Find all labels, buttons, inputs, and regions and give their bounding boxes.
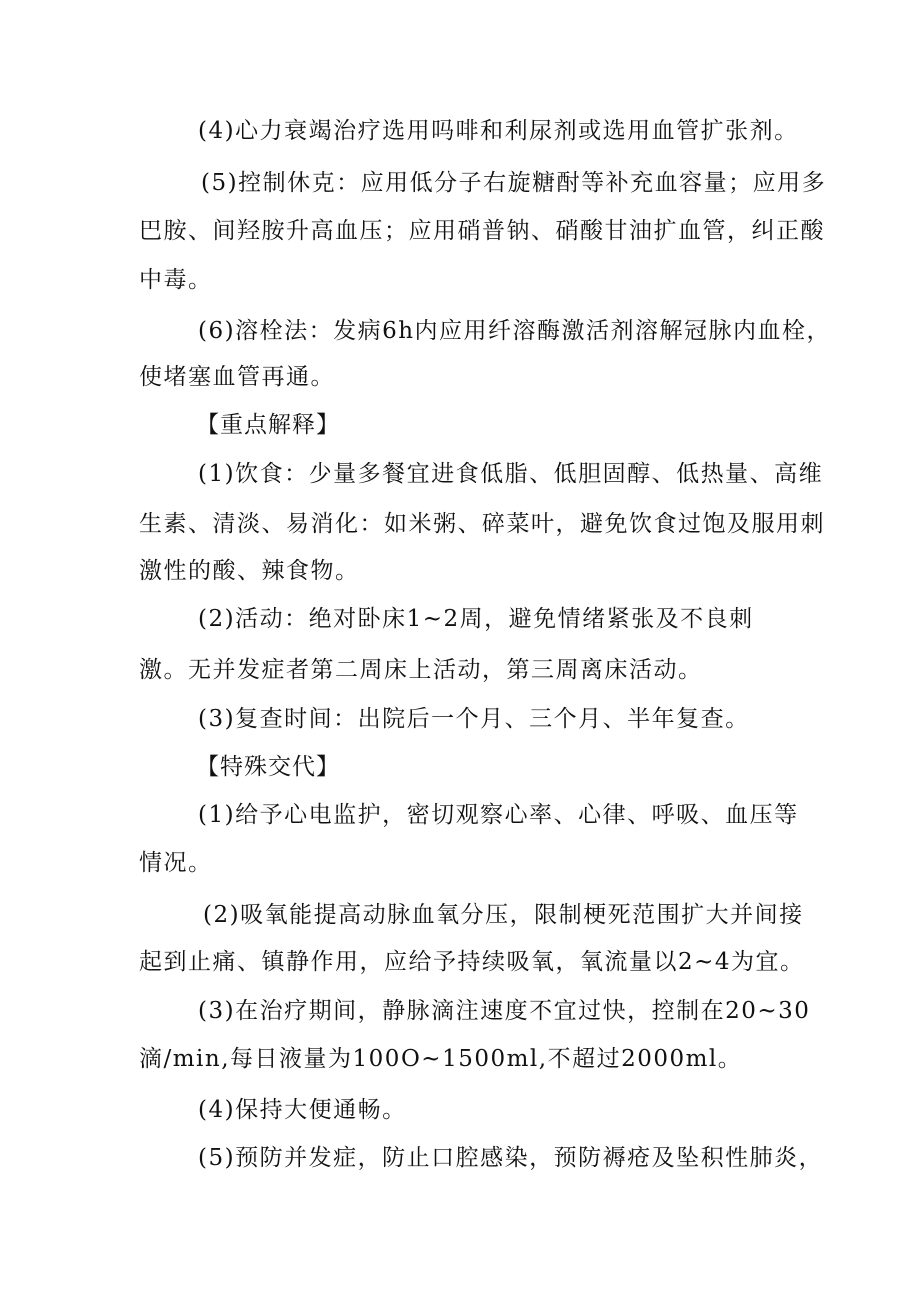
- paragraph-line: (4)保持大便通畅。: [198, 1097, 407, 1123]
- paragraph-line: 情况。: [139, 850, 213, 876]
- paragraph-line: (3)在治疗期间，静脉滴注速度不宜过快，控制在20~30: [198, 998, 811, 1024]
- paragraph-line: (3)复查时间：出院后一个月、三个月、半年复查。: [198, 706, 750, 732]
- paragraph-line: (5)控制休克：应用低分子右旋糖酎等补充血容量；应用多: [201, 170, 827, 196]
- section-heading: 【特殊交代】: [196, 754, 340, 780]
- paragraph-line: (2)活动：绝对卧床1~2周，避免情绪紧张及不良刺: [198, 606, 754, 632]
- paragraph-line: 滴/min,每日液量为100O~1500ml,不超过2000ml。: [139, 1046, 743, 1072]
- paragraph-line: 生素、清淡、易消化：如米粥、碎菜叶，避免饮食过饱及服用刺: [139, 511, 825, 537]
- paragraph-line: 激性的酸、辣食物。: [139, 558, 360, 584]
- paragraph-line: (1)饮食：少量多餐宜进食低脂、低胆固醇、低热量、高维: [198, 461, 824, 487]
- paragraph-line: 使堵塞血管再通。: [139, 364, 335, 390]
- paragraph-line: (6)溶栓法：发病6h内应用纤溶酶激活剂溶解冠脉内血栓，: [198, 318, 832, 344]
- paragraph-line: 巴胺、间羟胺升高血压；应用硝普钠、硝酸甘油扩血管，纠正酸: [139, 218, 825, 244]
- section-heading: 【重点解释】: [196, 412, 340, 438]
- paragraph-line: 中毒。: [139, 267, 213, 293]
- paragraph-line: (2)吸氧能提高动脉血氧分压，限制梗死范围扩大并间接: [203, 902, 804, 928]
- paragraph-line: (5)预防并发症，防止口腔感染，预防褥疮及坠积性肺炎，: [198, 1145, 824, 1171]
- paragraph-line: 起到止痛、镇静作用，应给予持续吸氧，氧流量以2~4为宜。: [139, 949, 805, 975]
- paragraph-line: 激。无并发症者第二周床上活动，第三周离床活动。: [139, 657, 703, 683]
- paragraph-line: (4)心力衰竭治疗选用吗啡和利尿剂或选用血管扩张剂。: [198, 118, 799, 144]
- paragraph-line: (1)给予心电监护，密切观察心率、心律、呼吸、血压等: [198, 802, 799, 828]
